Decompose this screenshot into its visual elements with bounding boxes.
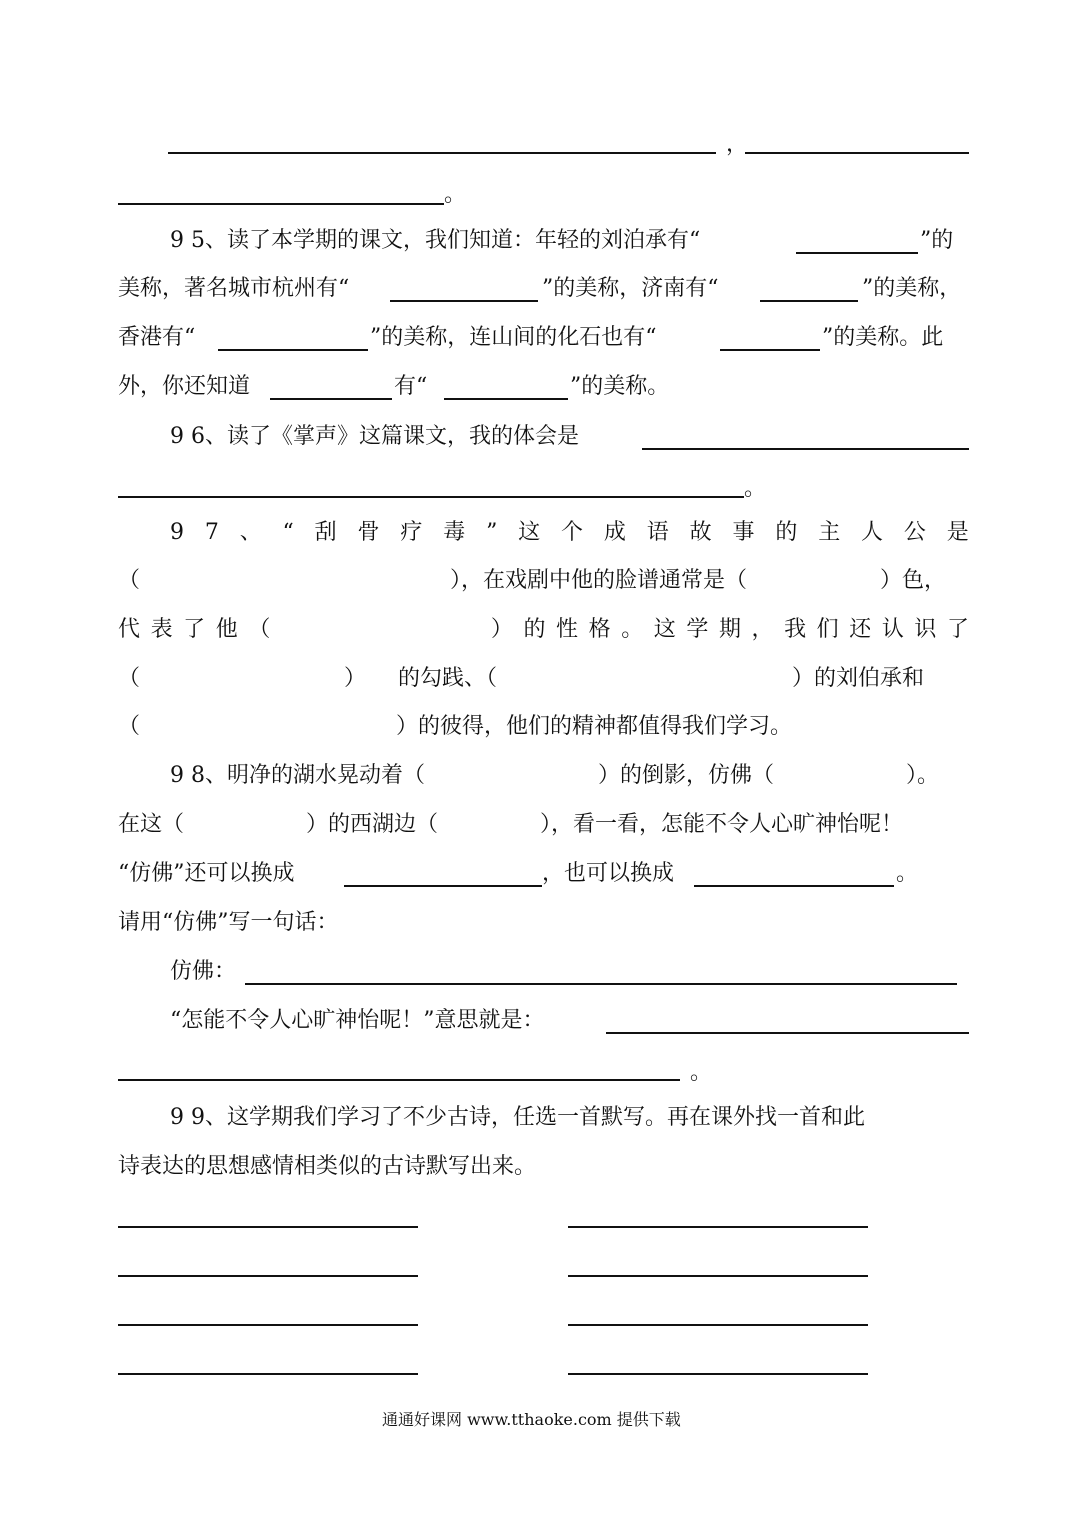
q95-text: 9 5、读了本学期的课文，我们知道：年轻的刘泊承有“ (170, 228, 701, 253)
q95-text: ”的美称。此 (822, 325, 944, 350)
q97-text: （ (118, 714, 141, 739)
q97-char: 他 (215, 617, 238, 642)
q97-char: 公 (903, 520, 926, 545)
answer-blank[interactable] (796, 252, 918, 254)
answer-blank[interactable] (168, 152, 716, 154)
answer-blank[interactable] (118, 496, 744, 498)
q97-char: 这 (653, 617, 676, 642)
q98-text: ）的西湖边（ (306, 812, 439, 837)
q98-text: 请用“仿佛”写一句话： (118, 910, 339, 935)
q97-char: 期 (718, 617, 741, 642)
answer-blank[interactable] (606, 1032, 969, 1034)
comma: ， (726, 132, 749, 157)
q97-char: 格 (588, 617, 611, 642)
q97-text: ）的彼得，他们的精神都值得我们学习。 (396, 714, 793, 739)
q95-text: ”的 (920, 228, 954, 253)
poem-line[interactable] (118, 1275, 418, 1277)
q97-char: 成 (603, 520, 626, 545)
q95-text: 香港有“ (118, 325, 196, 350)
q97-char: 9 (170, 520, 184, 545)
q97-char: 疗 (400, 520, 423, 545)
answer-blank[interactable] (245, 983, 957, 985)
q97-text: 的勾践、（ (398, 666, 498, 691)
poem-line[interactable] (568, 1275, 868, 1277)
q97-char: 、 (239, 520, 262, 545)
period: 。 (744, 476, 767, 501)
q97-line1 (170, 518, 969, 548)
answer-blank[interactable] (642, 448, 969, 450)
footer-text: 通通好课网 www.tthaoke.com 提供下载 (382, 1410, 681, 1429)
q97-text: ） (344, 666, 367, 691)
q97-char: 刮 (314, 520, 337, 545)
q98-text: “仿佛”还可以换成 (118, 861, 295, 886)
q97-char: 还 (849, 617, 872, 642)
q97-char: 这 (518, 520, 541, 545)
q99-text: 诗表达的思想感情相类似的古诗默写出来。 (118, 1154, 537, 1179)
poem-line[interactable] (568, 1373, 868, 1375)
q97-text: （ (118, 666, 141, 691)
answer-blank[interactable] (118, 203, 444, 205)
period: 。 (690, 1060, 713, 1085)
q97-char: 毒 (443, 520, 466, 545)
q97-char: 表 (150, 617, 173, 642)
q95-text: ”的美称， (862, 276, 962, 301)
q97-char: （ (248, 617, 271, 642)
poem-line[interactable] (118, 1373, 418, 1375)
q97-line3 (118, 615, 969, 645)
q97-char: 的 (775, 520, 798, 545)
answer-blank[interactable] (270, 398, 392, 400)
answer-blank[interactable] (344, 885, 542, 887)
q97-char: ） (490, 617, 513, 642)
q95-text: ”的美称。 (570, 374, 670, 399)
q98-text: 仿佛： (170, 959, 237, 984)
q98-text: ），看一看，怎能不令人心旷神怡呢！ (540, 812, 904, 837)
q95-text: ”的美称，连山间的化石也有“ (370, 325, 657, 350)
poem-line[interactable] (118, 1324, 418, 1326)
q97-text: ）的刘伯承和 (792, 666, 925, 691)
q97-char: 主 (818, 520, 841, 545)
answer-blank[interactable] (720, 349, 820, 351)
q97-text: ），在戏剧中他的脸谱通常是（ (450, 568, 748, 593)
q97-char: 的 (523, 617, 546, 642)
q97-text: （ (118, 568, 141, 593)
poem-line[interactable] (568, 1324, 868, 1326)
poem-line[interactable] (118, 1226, 418, 1228)
poem-line[interactable] (568, 1226, 868, 1228)
answer-blank[interactable] (444, 398, 568, 400)
q98-text: 9 8、明净的湖水晃动着（ (170, 763, 425, 788)
answer-blank[interactable] (218, 349, 368, 351)
answer-blank[interactable] (760, 300, 858, 302)
answer-blank[interactable] (745, 152, 969, 154)
q99-text: 9 9、这学期我们学习了不少古诗，任选一首默写。再在课外找一首和此 (170, 1105, 865, 1130)
q97-char: 个 (561, 520, 584, 545)
q96-text: 9 6、读了《掌声》这篇课文，我的体会是 (170, 424, 579, 449)
q97-char: 。 (621, 617, 644, 642)
q97-text: ）色， (880, 568, 947, 593)
q98-text: “怎能不令人心旷神怡呢！”意思就是： (170, 1008, 545, 1033)
q97-char: 识 (914, 617, 937, 642)
q97-char: ， (751, 617, 774, 642)
q97-char: 7 (204, 520, 219, 545)
q97-char: 了 (183, 617, 206, 642)
q97-char: ” (486, 520, 498, 545)
q97-char: 故 (689, 520, 712, 545)
q97-char: 骨 (357, 520, 380, 545)
q97-char: 事 (732, 520, 755, 545)
q97-char: 语 (646, 520, 669, 545)
q97-char: 我 (784, 617, 807, 642)
q98-text: ）。 (906, 763, 940, 788)
answer-blank[interactable] (390, 300, 538, 302)
q97-char: 学 (686, 617, 709, 642)
q97-char: 了 (946, 617, 969, 642)
q97-char: 认 (881, 617, 904, 642)
q98-text: ）的倒影，仿佛（ (598, 763, 775, 788)
q97-char: 代 (118, 617, 141, 642)
q95-text: 美称，著名城市杭州有“ (118, 276, 350, 301)
q97-char: “ (282, 520, 294, 545)
period: 。 (444, 182, 467, 207)
q97-char: 是 (946, 520, 969, 545)
q95-text: ”的美称，济南有“ (542, 276, 719, 301)
q95-text: 外，你还知道 (118, 374, 251, 399)
q98-text: ，也可以换成 (542, 861, 675, 886)
q95-text: 有“ (394, 374, 428, 399)
q98-text: 在这（ (118, 812, 185, 837)
q98-text: 。 (896, 861, 919, 886)
q97-char: 们 (816, 617, 839, 642)
q97-char: 人 (861, 520, 884, 545)
answer-blank[interactable] (118, 1079, 680, 1081)
q97-char: 性 (556, 617, 579, 642)
answer-blank[interactable] (694, 885, 894, 887)
